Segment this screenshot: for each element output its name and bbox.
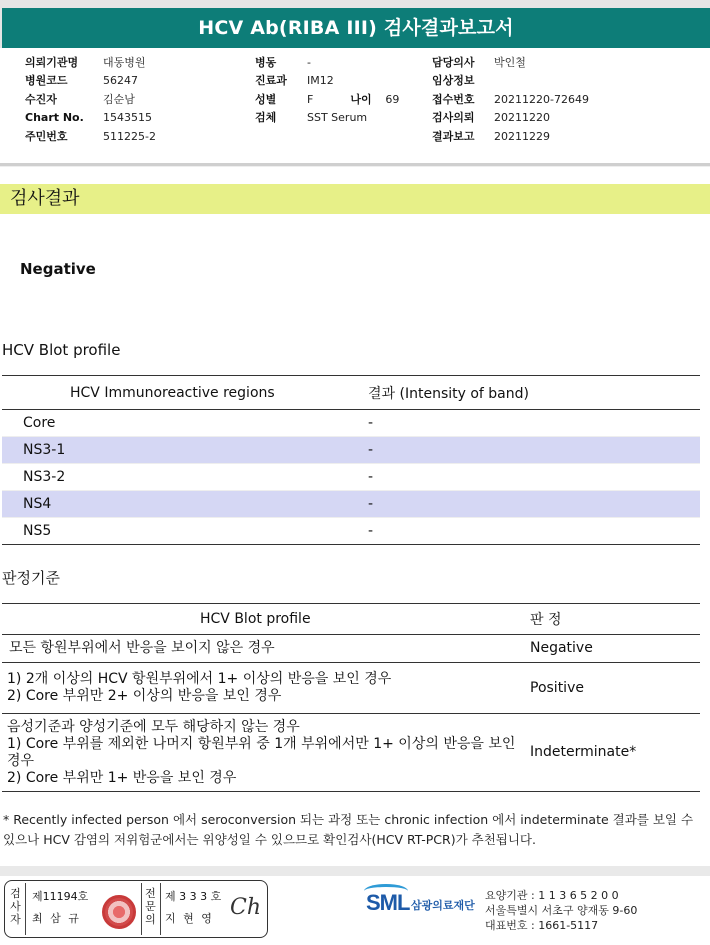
info-row bbox=[25, 72, 156, 90]
footer-divider bbox=[0, 866, 710, 876]
info-value: 박인철 bbox=[494, 56, 526, 69]
info-col-1 bbox=[25, 54, 156, 146]
org-info bbox=[485, 888, 637, 933]
info-label: 검체 bbox=[255, 111, 277, 125]
specialist-signature: Ch bbox=[230, 895, 262, 920]
specialist-role: 전 문 의 bbox=[145, 887, 156, 926]
region-cell: NS3-2 bbox=[2, 464, 368, 491]
region-cell: NS4 bbox=[2, 491, 368, 518]
info-label: 검사의뢰 bbox=[432, 111, 475, 125]
criteria-profile-cell bbox=[2, 663, 530, 714]
info-value: 56247 bbox=[103, 74, 138, 88]
criteria-line: 2) Core 부위만 1+ 반응을 보인 경우 bbox=[7, 769, 237, 786]
criteria-line: 2) Core 부위만 2+ 이상의 반응을 보인 경우 bbox=[7, 688, 282, 704]
info-label: 결과보고 bbox=[432, 129, 475, 143]
org-line: 요양기관 : 1 1 3 6 5 2 0 0 bbox=[485, 889, 619, 902]
table-row bbox=[2, 491, 700, 518]
specialist-number: 제 3 3 3 호 bbox=[165, 890, 222, 903]
criteria-profile-cell bbox=[2, 635, 530, 663]
box-divider bbox=[160, 883, 161, 935]
info-label: 담당의사 bbox=[432, 56, 475, 69]
info-value: IM12 bbox=[307, 74, 334, 88]
table-row bbox=[2, 635, 700, 663]
table-row bbox=[2, 437, 700, 464]
info-label: 임상정보 bbox=[432, 74, 475, 88]
info-label: 진료과 bbox=[255, 74, 287, 88]
info-row bbox=[25, 91, 156, 109]
result-cell: - bbox=[368, 437, 700, 464]
criteria-line: 1) Core 부위를 제외한 나머지 항원부위 중 1개 부위에서만 1+ 이상의 반응을 보인 경우 bbox=[7, 735, 516, 769]
criteria-profile-cell bbox=[2, 714, 530, 792]
result-cell: - bbox=[368, 518, 700, 545]
info-row bbox=[432, 72, 589, 90]
info-label: 병원코드 bbox=[25, 74, 68, 88]
age-value: 69 bbox=[385, 92, 400, 106]
criteria-line: 음성기준과 양성기준에 모두 해당하지 않는 경우 bbox=[7, 718, 300, 735]
info-row bbox=[255, 72, 399, 90]
info-label: 주민번호 bbox=[25, 129, 68, 143]
info-row bbox=[255, 109, 399, 127]
info-row bbox=[432, 91, 589, 109]
criteria-table bbox=[2, 603, 700, 792]
inspector-number: 제11194호 bbox=[32, 890, 89, 903]
region-cell: Core bbox=[2, 410, 368, 437]
box-divider bbox=[141, 883, 142, 935]
header-divider-shadow bbox=[0, 166, 710, 167]
blot-title: HCV Blot profile bbox=[2, 341, 121, 359]
info-value: 20211220-72649 bbox=[494, 92, 589, 106]
footnote: * Recently infected person 에서 seroconversion 되는 과정 또는 chronic infection 에서 indeterminate 결과를 보일 수 있으나 HCV 감염의 저위험군에서는 위양성일 수 있으므로 확인검사(HCV RT-PCR)가 추천됩니다. bbox=[3, 812, 694, 847]
info-value: 20211220 bbox=[494, 111, 550, 125]
info-label: 병동 bbox=[255, 56, 277, 69]
region-cell: NS3-1 bbox=[2, 437, 368, 464]
table-header-row bbox=[2, 604, 700, 635]
result-cell: - bbox=[368, 491, 700, 518]
table-row bbox=[2, 464, 700, 491]
column-header: 결과 (Intensity of band) bbox=[368, 376, 700, 410]
info-value: 1543515 bbox=[103, 111, 152, 125]
inspector-seal-icon bbox=[102, 895, 136, 929]
info-row bbox=[432, 54, 589, 72]
criteria-judgement-cell: Negative bbox=[530, 635, 700, 663]
info-row bbox=[255, 91, 399, 109]
criteria-title: 판정기준 bbox=[2, 569, 60, 587]
report-title: HCV Ab(RIBA III) 검사결과보고서 bbox=[2, 8, 710, 48]
result-value: Negative bbox=[20, 260, 96, 278]
column-header: 판 정 bbox=[530, 604, 700, 635]
table-row bbox=[2, 663, 700, 714]
signature-box bbox=[4, 880, 268, 938]
info-value: - bbox=[307, 56, 311, 69]
region-cell: NS5 bbox=[2, 518, 368, 545]
info-value: SST Serum bbox=[307, 111, 368, 125]
info-row bbox=[255, 54, 399, 72]
logo-mark: SML bbox=[366, 890, 410, 915]
info-row bbox=[432, 109, 589, 127]
info-value: 대동병원 bbox=[103, 56, 146, 69]
column-header: HCV Blot profile bbox=[2, 604, 530, 635]
table-row bbox=[2, 518, 700, 545]
info-label: 수진자 bbox=[25, 92, 57, 106]
table-header-row bbox=[2, 376, 700, 410]
info-label: 접수번호 bbox=[432, 92, 475, 106]
sml-logo bbox=[366, 890, 475, 916]
inspector-name: 최 삼 규 bbox=[32, 912, 81, 925]
age-label: 나이 bbox=[350, 92, 372, 106]
info-label: 성별 bbox=[255, 92, 277, 106]
org-line: 서울특별시 서초구 양재동 9-60 bbox=[485, 904, 638, 917]
box-divider bbox=[25, 883, 26, 935]
table-row bbox=[2, 714, 700, 792]
info-row bbox=[25, 54, 156, 72]
info-label: Chart No. bbox=[25, 111, 84, 125]
info-row bbox=[25, 109, 156, 127]
criteria-line: 모든 항원부위에서 반응을 보이지 않은 경우 bbox=[9, 640, 275, 656]
info-row bbox=[25, 128, 156, 146]
info-value: 김순남 bbox=[103, 92, 135, 106]
inspector-role: 검 사 자 bbox=[10, 887, 21, 926]
info-value: F bbox=[307, 92, 314, 106]
info-label: 의뢰기관명 bbox=[25, 56, 79, 69]
criteria-judgement-cell: Indeterminate* bbox=[530, 714, 700, 792]
info-row bbox=[432, 128, 589, 146]
section-title: 검사결과 bbox=[0, 184, 710, 214]
criteria-judgement-cell: Positive bbox=[530, 663, 700, 714]
info-value: 20211229 bbox=[494, 129, 550, 143]
blot-table bbox=[2, 375, 700, 545]
table-row bbox=[2, 410, 700, 437]
info-value: 511225-2 bbox=[103, 129, 156, 143]
title-bar bbox=[0, 0, 710, 48]
info-col-3 bbox=[432, 54, 589, 146]
result-cell: - bbox=[368, 410, 700, 437]
logo-ring-icon bbox=[364, 884, 408, 898]
criteria-line: 1) 2개 이상의 HCV 항원부위에서 1+ 이상의 반응을 보인 경우 bbox=[7, 671, 392, 687]
column-header: HCV Immunoreactive regions bbox=[2, 376, 368, 410]
info-col-2 bbox=[255, 54, 399, 128]
org-line: 대표번호 : 1661-5117 bbox=[485, 919, 599, 932]
result-cell: - bbox=[368, 464, 700, 491]
logo-name: 삼광의료재단 bbox=[411, 899, 475, 912]
specialist-name: 지 현 영 bbox=[165, 912, 214, 925]
